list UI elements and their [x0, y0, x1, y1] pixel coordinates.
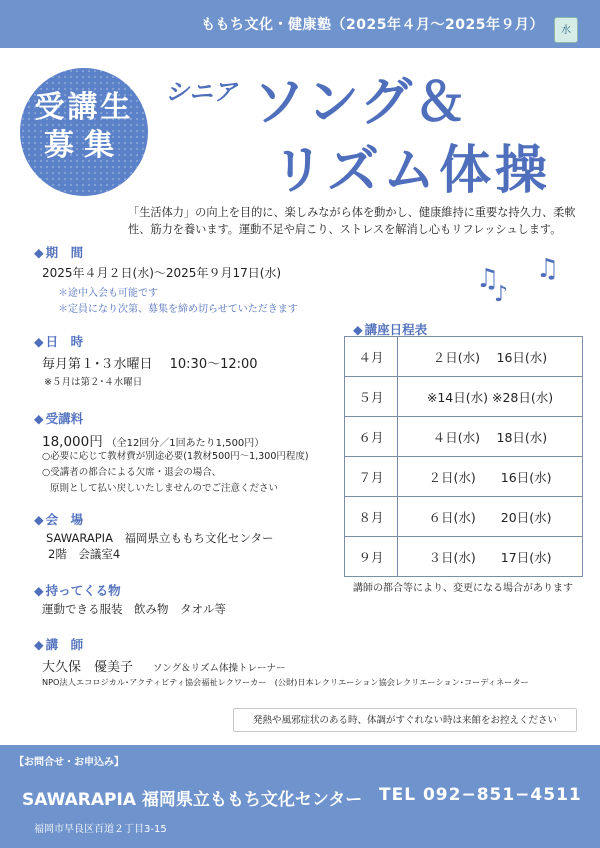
instructor-role: ソング＆リズム体操トレーナー	[152, 663, 286, 674]
venue-heading: ◆ 会 場	[34, 512, 84, 527]
diamond-bullet-icon: ◆	[34, 411, 44, 426]
fee-note-2: ○受講者の都合による欠席・退会の場合、	[42, 467, 222, 478]
datetime-heading: ◆ 日 時	[34, 334, 84, 349]
period-note-1: ＊途中入会も可能です	[58, 288, 158, 299]
badge-line-1: 受講生	[34, 90, 134, 125]
dates-cell: ２日(水) 16日(水)	[398, 457, 583, 497]
title-prefix: シニア	[165, 78, 237, 106]
schedule-heading: ◆ 講座日程表	[353, 322, 428, 337]
table-row	[345, 417, 583, 457]
period-note-2: ＊定員になり次第、募集を締め切らせていただきます	[58, 304, 298, 315]
month-cell: ４月	[345, 337, 398, 377]
diamond-bullet-icon: ◆	[34, 583, 44, 598]
health-warning: 発熱や風邪症状のある時、体調がすぐれない時は来館をお控えください	[233, 708, 577, 732]
dates-cell: ３日(水) 17日(水)	[398, 537, 583, 577]
instructor-name: 大久保 優美子	[42, 660, 134, 675]
dates-cell: ２日(水) 16日(水)	[398, 337, 583, 377]
music-note-icon: ♫	[476, 264, 500, 294]
fee-amount: 18,000円	[42, 434, 103, 450]
month-cell: ６月	[345, 417, 398, 457]
schedule-note: 講師の都合等により、変更になる場合があります	[353, 583, 573, 594]
month-cell: ７月	[345, 457, 398, 497]
badge-line-2: 募集	[44, 128, 124, 163]
fee-note-1: ○必要に応じて教材費が別途必要(1教材500円～1,300円程度)	[42, 451, 309, 462]
dates-cell: ※14日(水) ※28日(水)	[398, 377, 583, 417]
month-cell: ８月	[345, 497, 398, 537]
schedule-table	[344, 336, 583, 577]
diamond-bullet-icon: ◆	[34, 512, 44, 527]
page-title-line-2: リズム体操	[272, 141, 551, 201]
page-title-line-1: ソング＆	[253, 73, 468, 133]
month-cell: ９月	[345, 537, 398, 577]
intro-text: 「生活体力」の向上を目的に、楽しみながら体を動かし、健康維持に重要な持久力、柔軟性、筋力を養います。運動不足や肩こり、ストレスを解消し心もリフレッシュします。	[128, 206, 576, 236]
instructor-credentials: NPO法人エコロジカル･アクティビティ協会福祉レクワーカー (公財)日本レクリエーション協会レクリエーション･コーディネーター	[42, 677, 529, 687]
venue-line-1: SAWARAPIA 福岡県立ももち文化センター	[46, 531, 274, 545]
fee-detail: （全12回分／1回あたり1,500円）	[106, 438, 265, 449]
datetime-note: ※５月は第２･４水曜日	[44, 377, 143, 388]
fee-note-3: 原則として払い戻しいたしませんのでご注意ください	[50, 483, 279, 494]
dates-cell: ４日(水) 18日(水)	[398, 417, 583, 457]
table-row	[345, 377, 583, 417]
diamond-bullet-icon: ◆	[34, 637, 44, 652]
fee-line	[42, 430, 264, 450]
period-dates: 2025年４月２日(水)～2025年９月17日(水)	[42, 266, 282, 280]
datetime-schedule: 毎月第１･３水曜日 10:30～12:00	[42, 357, 258, 372]
fee-heading: ◆ 受講料	[34, 411, 84, 426]
music-note-icon: ♫	[536, 254, 560, 284]
music-note-icon: ♪	[494, 282, 509, 307]
period-heading: ◆ 期 間	[34, 245, 84, 260]
diamond-bullet-icon: ◆	[34, 334, 44, 349]
organization-name: SAWARAPIA 福岡県立ももち文化センター	[22, 790, 363, 810]
contact-label: 【お問合せ・お申込み】	[14, 757, 124, 768]
instructor-heading: ◆ 講 師	[34, 637, 84, 652]
month-cell: ５月	[345, 377, 398, 417]
table-row	[345, 497, 583, 537]
bring-heading: ◆ 持ってくる物	[34, 583, 121, 598]
recruitment-badge	[20, 68, 148, 196]
bring-items: 運動できる服装 飲み物 タオル等	[42, 602, 226, 616]
instructor-line	[42, 656, 285, 675]
dates-cell: ６日(水) 20日(水)	[398, 497, 583, 537]
footer-band	[0, 745, 600, 848]
table-row	[345, 457, 583, 497]
address: 福岡市早良区百道２丁目3-15	[34, 824, 167, 835]
phone-number: TEL 092−851−4511	[379, 785, 582, 805]
table-row	[345, 537, 583, 577]
diamond-bullet-icon: ◆	[353, 322, 363, 337]
diamond-bullet-icon: ◆	[34, 245, 44, 260]
table-row	[345, 337, 583, 377]
course-series-title: ももち文化・健康塾（2025年４月～2025年９月）	[201, 17, 544, 33]
logo-icon: 水	[554, 17, 578, 43]
venue-line-2: 2階 会議室4	[48, 547, 121, 561]
